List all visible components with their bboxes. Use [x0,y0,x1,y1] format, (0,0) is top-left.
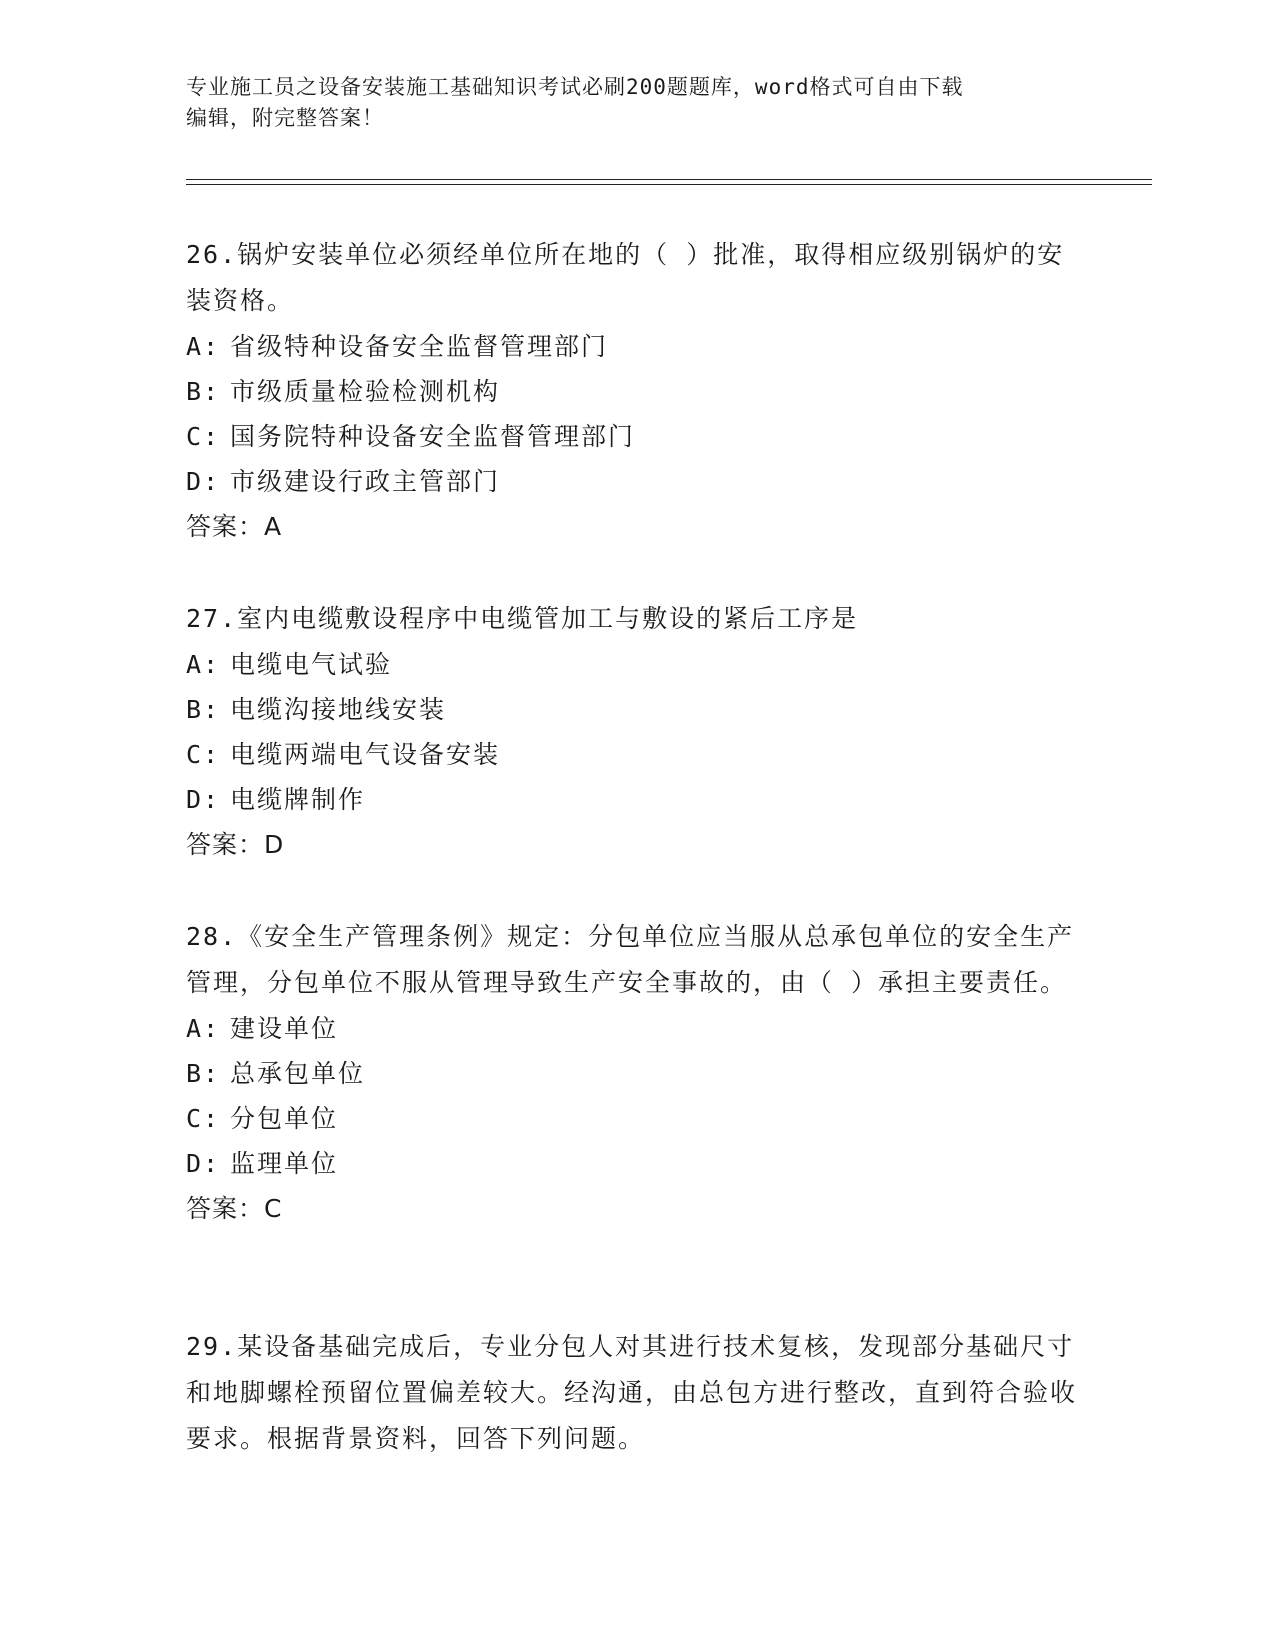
option-letter: B: [186,1059,221,1088]
option-d [186,459,1086,504]
option-c [186,1096,1086,1141]
question-26 [186,232,1086,550]
option-letter: A: [186,650,221,679]
option-c [186,414,1086,459]
option-text: 国务院特种设备安全监督管理部门 [230,422,636,451]
option-letter: B: [186,377,221,406]
option-text: 总承包单位 [230,1059,366,1088]
option-letter: D: [186,785,221,814]
option-text: 电缆牌制作 [230,785,366,814]
header-divider-top [186,179,1152,180]
option-a [186,324,1086,369]
option-a [186,1006,1086,1051]
header-line-2: 编辑，附完整答案！ [186,106,384,130]
header-divider-bottom [186,184,1152,185]
question-stem: 28.《安全生产管理条例》规定：分包单位应当服从总承包单位的安全生产管理，分包单位不服从管理导致生产安全事故的，由（ ）承担主要责任。 [186,922,1075,997]
option-a [186,642,1086,687]
option-letter: D: [186,467,221,496]
option-b [186,687,1086,732]
option-letter: A: [186,332,221,361]
option-text: 市级质量检验检测机构 [230,377,501,406]
option-letter: B: [186,695,221,724]
option-letter: A: [186,1014,221,1043]
answer-line: 答案：A [186,512,283,541]
option-b [186,369,1086,414]
answer-line: 答案：D [186,830,285,859]
question-stem: 27.室内电缆敷设程序中电缆管加工与敷设的紧后工序是 [186,604,859,633]
option-text: 电缆沟接地线安装 [230,695,447,724]
question-29 [186,1324,1086,1462]
option-text: 监理单位 [230,1149,339,1178]
question-stem: 29.某设备基础完成后，专业分包人对其进行技术复核，发现部分基础尺寸和地脚螺栓预留位置偏差较大。经沟通，由总包方进行整改，直到符合验收要求。根据背景资料，回答下列问题。 [186,1332,1078,1453]
option-c [186,732,1086,777]
header-line-1: 专业施工员之设备安装施工基础知识考试必刷200题题库，word格式可自由下载 [186,75,964,99]
option-letter: C: [186,740,221,769]
document-header [186,72,1066,134]
option-text: 电缆电气试验 [230,650,393,679]
question-27 [186,596,1086,868]
option-letter: C: [186,1104,221,1133]
option-text: 电缆两端电气设备安装 [230,740,501,769]
option-letter: C: [186,422,221,451]
option-d [186,777,1086,822]
answer-line: 答案：C [186,1194,283,1223]
option-letter: D: [186,1149,221,1178]
option-b [186,1051,1086,1096]
option-text: 建设单位 [230,1014,339,1043]
option-text: 市级建设行政主管部门 [230,467,501,496]
option-text: 分包单位 [230,1104,339,1133]
question-stem: 26.锅炉安装单位必须经单位所在地的（ ）批准，取得相应级别锅炉的安装资格。 [186,240,1065,315]
option-d [186,1141,1086,1186]
option-text: 省级特种设备安全监督管理部门 [230,332,609,361]
question-28 [186,914,1086,1232]
